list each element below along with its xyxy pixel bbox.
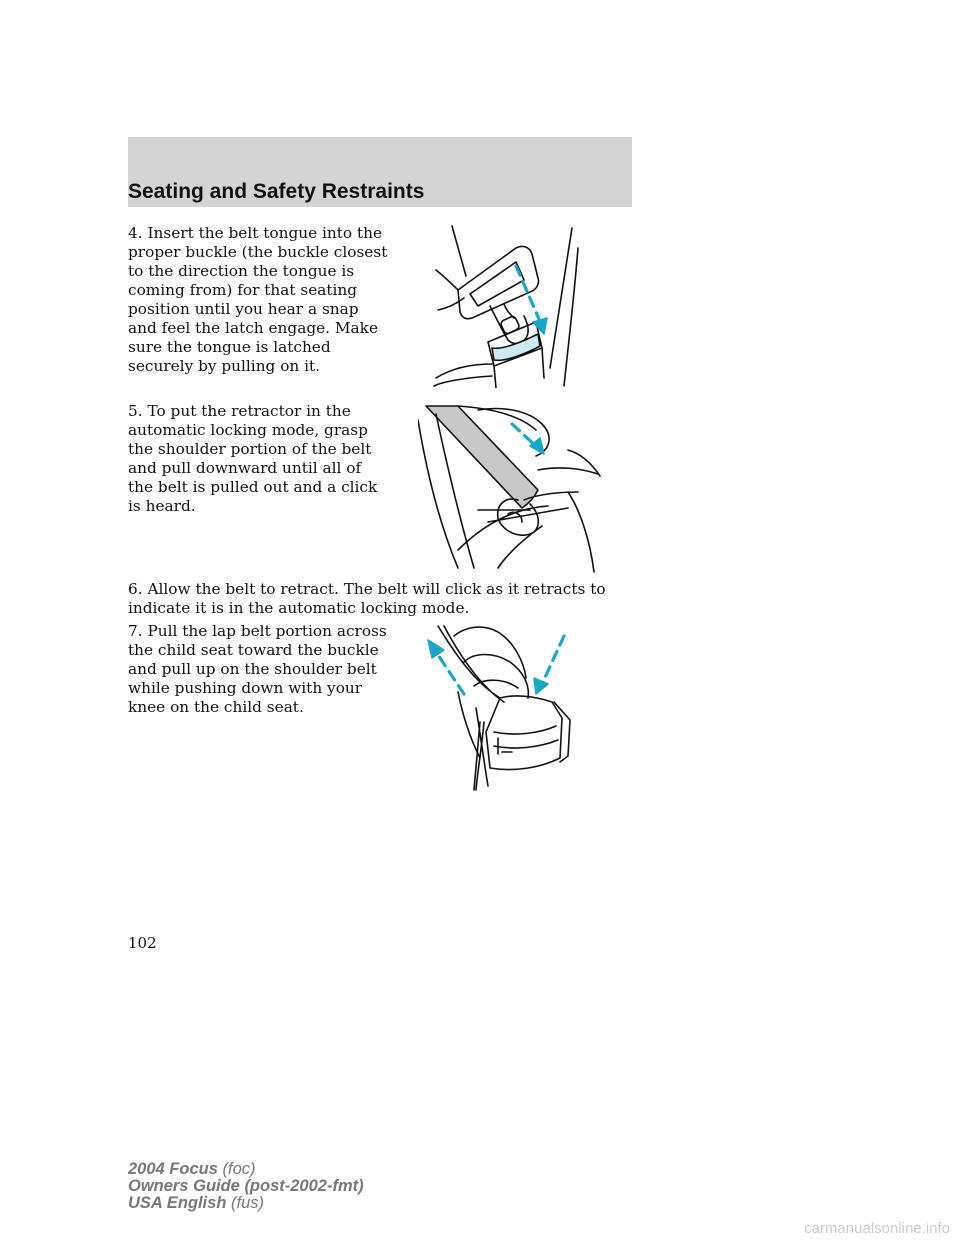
step-7-text: 7. Pull the lap belt portion across the child seat toward the buckle and pull up on the shoulder belt while pushing down with your knee on the child seat.: [128, 622, 387, 716]
footer-guide: Owners Guide (post-2002-fmt): [128, 1177, 364, 1195]
footer-language: USA English: [128, 1194, 227, 1212]
footer-language-code: (fus): [231, 1194, 264, 1212]
step-6-text: 6. Allow the belt to retract. The belt will click as it retracts to indicate it is in the automatic locking mode.: [128, 580, 606, 617]
retractor-pull-illustration: [418, 400, 608, 574]
footer-line-1: [128, 1161, 364, 1178]
footer-line-3: [128, 1195, 364, 1212]
page-title: Seating and Safety Restraints: [128, 180, 425, 203]
footer-line-2: [128, 1178, 364, 1195]
footer-model-code: (foc): [222, 1160, 256, 1178]
belt-buckle-illustration: [432, 218, 582, 388]
footer: [128, 1161, 364, 1212]
page-number: 102: [128, 934, 157, 952]
footer-model: 2004 Focus: [128, 1160, 218, 1178]
step-4-text: 4. Insert the belt tongue into the proper buckle (the buckle closest to the direction the tongue is coming from) for that seating position until you hear a snap and feel the latch engage. Make sure the tongue is latched securely by pulling on it.: [128, 224, 388, 375]
child-seat-belt-illustration: [414, 622, 579, 792]
watermark: carmanualsonline.info: [804, 1220, 950, 1237]
step-5-text: 5. To put the retractor in the automatic locking mode, grasp the shoulder portion of the belt and pull downward until all of the belt is pulled out and a click is heard.: [128, 402, 378, 515]
